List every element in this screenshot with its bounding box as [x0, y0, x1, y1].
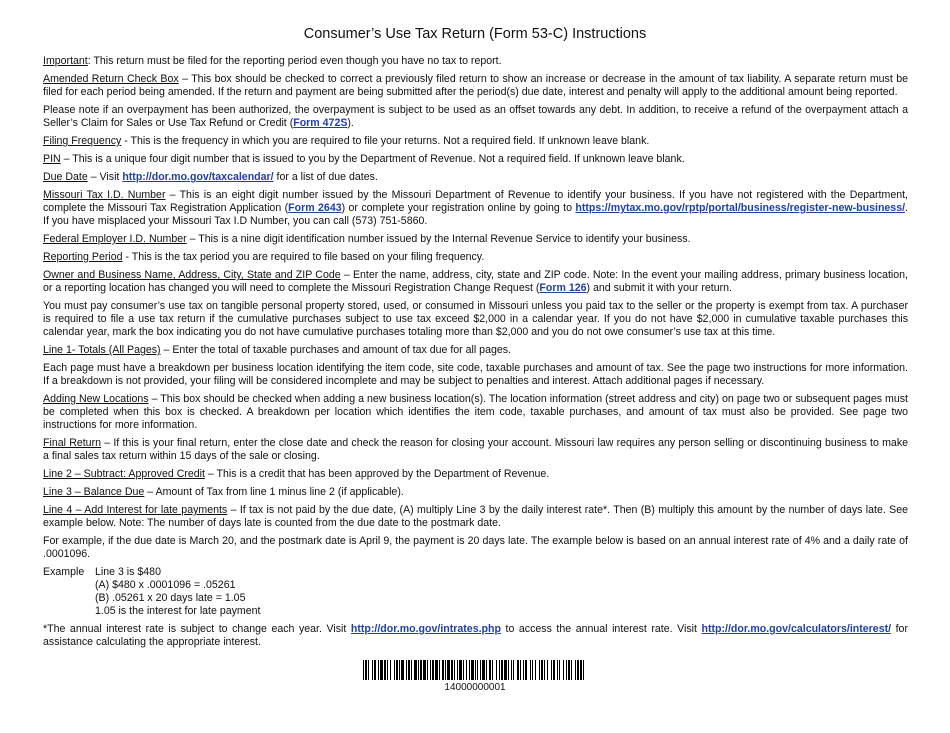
barcode-bar — [427, 660, 428, 680]
barcode-bar — [387, 660, 388, 680]
barcode-bar — [566, 660, 567, 680]
example-label: Example — [43, 566, 85, 578]
barcode-bar — [557, 660, 558, 680]
line-4-label: Line 4 – Add Interest for late payments — [43, 504, 228, 516]
form-472s-link[interactable]: Form 472S — [293, 117, 348, 129]
interest-example — [43, 566, 908, 618]
interest-rate-footnote: *The annual interest rate is subject to change each year. Visit http://dor.mo.gov/intrates.php to access the annual interest rate. Visit http://dor.mo.gov/calculators/interest/ for assistance calculating the appropriate interest. — [43, 623, 908, 648]
form-2643-link[interactable]: Form 2643 — [288, 202, 342, 214]
barcode-bar — [496, 660, 497, 680]
line-2-section: Line 2 – Subtract: Approved Credit – This is a credit that has been approved by the Department of Revenue. — [43, 468, 550, 480]
barcode-bar — [459, 660, 462, 680]
example-line: Line 3 is $480 — [95, 566, 161, 578]
barcode-bar — [551, 660, 552, 680]
barcode-bar — [499, 660, 500, 680]
missouri-tax-id-section: Missouri Tax I.D. Number – This is an eight digit number issued by the Missouri Department of Revenue to identify your business. If you have not registered with the Department, complete the Missouri Tax Registration Application (Form 2643) or complete your registration online by going to https://mytax.mo.gov/rptp/portal/business/register-new-business/. If you have misplaced your Missouri Tax I.D Number, you can call (573) 751-5860. — [43, 189, 908, 227]
barcode-bar — [374, 660, 376, 680]
barcode-bar — [457, 660, 458, 680]
pin-label: PIN — [43, 153, 61, 165]
barcode-bar — [454, 660, 455, 680]
barcode-bar — [517, 660, 519, 680]
barcode-bar — [445, 660, 446, 680]
barcode-bar — [399, 660, 400, 680]
interest-rates-link[interactable]: http://dor.mo.gov/intrates.php — [350, 623, 501, 635]
final-return-section: Final Return – If this is your final return, enter the close date and check the reason for closing your account. Missouri law requires any person selling or discontinuing business to make a final sales tax return within 15 days of the sale or closing. — [43, 437, 909, 462]
line-3-label: Line 3 – Balance Due — [43, 486, 145, 498]
barcode-bar — [513, 660, 514, 680]
adding-locations-label: Adding New Locations — [43, 393, 149, 405]
barcode-bar — [492, 660, 493, 680]
barcode-bar — [363, 660, 364, 680]
final-return-label: Final Return — [43, 437, 101, 449]
barcode-bar — [384, 660, 386, 680]
reporting-period-label: Reporting Period — [43, 251, 123, 263]
interest-calculator-link[interactable]: http://dor.mo.gov/calculators/interest/ — [701, 623, 892, 635]
barcode-bar — [372, 660, 373, 680]
barcode-bar — [577, 660, 579, 680]
barcode-bar — [396, 660, 398, 680]
barcode-bar — [378, 660, 379, 680]
barcode-bar — [563, 660, 564, 680]
barcode-bar — [451, 660, 453, 680]
barcode-bar — [368, 660, 369, 680]
owner-business-section: Owner and Business Name, Address, City, State and ZIP Code – Enter the name, address, city, state and ZIP code. Note: In the event your mailing address, primary business location, or a reporting location has changed you will need to complete the Missouri Registration Change Request (Form 126) and submit it with your return. — [43, 269, 908, 294]
barcode-bar — [447, 660, 450, 680]
barcode-bar — [380, 660, 383, 680]
barcode-bar — [469, 660, 470, 680]
barcode-bar — [553, 660, 555, 680]
barcode-bar — [475, 660, 476, 680]
line-1-section: Line 1- Totals (All Pages) – Enter the total of taxable purchases and amount of tax due for all pages. — [43, 344, 511, 356]
barcode-bar — [523, 660, 524, 680]
barcode-bar — [430, 660, 431, 680]
barcode-bar — [575, 660, 576, 680]
barcode-bar — [480, 660, 481, 680]
barcode-bar — [414, 660, 417, 680]
amended-return-section: Amended Return Check Box – This box should be checked to correct a previously filed return to show an increase or decrease in the amount of tax liability. A separate return must be filed for each period being amended. If the return and payment are being submitted after the period(s) due date, interest and penalty will apply to the additional amount being reported. — [43, 73, 908, 98]
barcode-bar — [406, 660, 407, 680]
example-line: (A) $480 x .0001096 = .05261 — [95, 579, 236, 591]
barcode-bar — [411, 660, 412, 680]
barcode-bar — [504, 660, 507, 680]
barcode-bar — [463, 660, 464, 680]
barcode-bar — [547, 660, 548, 680]
filing-frequency-section: Filing Frequency - This is the frequency in which you are required to file your returns. Not a required field. If unknown leave blank. — [43, 135, 650, 147]
barcode-bar — [482, 660, 485, 680]
barcode-bar — [442, 660, 444, 680]
register-business-link[interactable]: https://mytax.mo.gov/rptp/portal/business/register-new-business/ — [575, 202, 906, 214]
barcode-bar — [583, 660, 584, 680]
important-note: Important: This return must be filed for the reporting period even though you have no tax to report. — [43, 55, 502, 67]
barcode-bar — [530, 660, 531, 680]
barcode-bar — [532, 660, 533, 680]
barcode-bar — [365, 660, 367, 680]
line-2-label: Line 2 – Subtract: Approved Credit — [43, 468, 205, 480]
barcode-bar — [544, 660, 545, 680]
consumer-use-tax-note: You must pay consumer’s use tax on tangible personal property stored, used, or consumed in Missouri unless you paid tax to the seller or the property is exempt from tax. A purchaser is required to file a use tax return if the cumulative purchases subject to use tax exceed $2,000 in a calendar year. If you do not have $2,000 in cumulative taxable purchases this calendar year, mark the box indicating you do not have cumulative purchases totaling more than $2,000 and you do not owe consumer’s use tax at this time. — [43, 300, 908, 338]
pin-section: PIN – This is a unique four digit number that is issued to you by the Department of Revenue. Not a required field. If unknown leave blank. — [43, 153, 685, 165]
barcode-bar — [466, 660, 467, 680]
due-date-label: Due Date — [43, 171, 88, 183]
barcode-bar — [471, 660, 474, 680]
barcode-bar — [477, 660, 478, 680]
barcode-bar — [423, 660, 426, 680]
for-example-note: For example, if the due date is March 20, and the postmark date is April 9, the payment is 20 days late. The example below is based on an annual interest rate of 4% and a daily rate of .0001096. — [43, 535, 908, 560]
form-126-link[interactable]: Form 126 — [539, 282, 587, 294]
overpayment-note: Please note if an overpayment has been authorized, the overpayment is subject to be used as an offset towards any debt. In addition, to receive a refund of the overpayment attach a Seller’s Claim for Sales or Use Tax Refund or Credit (Form 472S). — [43, 104, 908, 129]
instructions-body — [43, 55, 908, 654]
barcode-bar — [541, 660, 543, 680]
important-label: Important — [43, 55, 88, 67]
barcode-bar — [432, 660, 434, 680]
barcode — [363, 660, 585, 680]
barcode-bar — [525, 660, 527, 680]
missouri-tax-id-label: Missouri Tax I.D. Number — [43, 189, 166, 201]
due-date-section: Due Date – Visit http://dor.mo.gov/taxcalendar/ for a list of due dates. — [43, 171, 378, 183]
barcode-bar — [418, 660, 419, 680]
barcode-bar — [580, 660, 582, 680]
barcode-bar — [401, 660, 404, 680]
barcode-bar — [390, 660, 391, 680]
amended-label: Amended Return Check Box — [43, 73, 179, 85]
barcode-bar — [511, 660, 512, 680]
barcode-bar — [489, 660, 491, 680]
barcode-block — [363, 660, 587, 694]
barcode-bar — [486, 660, 487, 680]
barcode-bar — [435, 660, 438, 680]
barcode-bar — [568, 660, 570, 680]
barcode-bar — [439, 660, 440, 680]
barcode-bar — [408, 660, 410, 680]
barcode-bar — [394, 660, 395, 680]
federal-employer-id-section: Federal Employer I.D. Number – This is a nine digit identification number issued by the Internal Revenue Service to identify your business. — [43, 233, 691, 245]
line-4-section: Line 4 – Add Interest for late payments – If tax is not paid by the due date, (A) multiply Line 3 by the daily interest rate*. Then (B) multiply this amount by the number of days late. See example below. Note: The number of days late is counted from the due date to the postmark date. — [43, 504, 908, 529]
barcode-bar — [559, 660, 560, 680]
barcode-bar — [508, 660, 509, 680]
reporting-period-section: Reporting Period - This is the tax period you are required to file based on your filing frequency. — [43, 251, 485, 263]
example-line: 1.05 is the interest for late payment — [95, 605, 261, 617]
adding-locations-section: Adding New Locations – This box should be checked when adding a new business location(s). The location information (street address and city) on page two or subsequent pages must be completed when this box is checked. A breakdown per location which identifies the item code, taxable purchases, and amount of tax must also be provided. See page two instructions for more information. — [43, 393, 908, 431]
barcode-bar — [539, 660, 540, 680]
page-title: Consumer’s Use Tax Return (Form 53-C) Instructions — [303, 26, 647, 42]
tax-calendar-link[interactable]: http://dor.mo.gov/taxcalendar/ — [122, 171, 274, 183]
breakdown-note: Each page must have a breakdown per business location identifying the item code, site code, taxable purchases and amount of tax. See the page two instructions for more information. If a breakdown is not provided, your filing will be considered incomplete and may be subject to penalties and interest. Attach additional pages if necessary. — [43, 362, 908, 387]
owner-label: Owner and Business Name, Address, City, State and ZIP Code — [43, 269, 341, 281]
example-lines — [95, 566, 260, 618]
barcode-bar — [520, 660, 521, 680]
filing-frequency-label: Filing Frequency — [43, 135, 122, 147]
barcode-bar — [571, 660, 572, 680]
fein-label: Federal Employer I.D. Number — [43, 233, 187, 245]
line-1-label: Line 1- Totals (All Pages) — [43, 344, 161, 356]
barcode-number: 14000000001 — [444, 682, 506, 693]
barcode-bar — [420, 660, 422, 680]
barcode-bar — [535, 660, 536, 680]
example-line: (B) .05261 x 20 days late = 1.05 — [95, 592, 246, 604]
line-3-section: Line 3 – Balance Due – Amount of Tax from line 1 minus line 2 (if applicable). — [43, 486, 404, 498]
barcode-bar — [501, 660, 503, 680]
